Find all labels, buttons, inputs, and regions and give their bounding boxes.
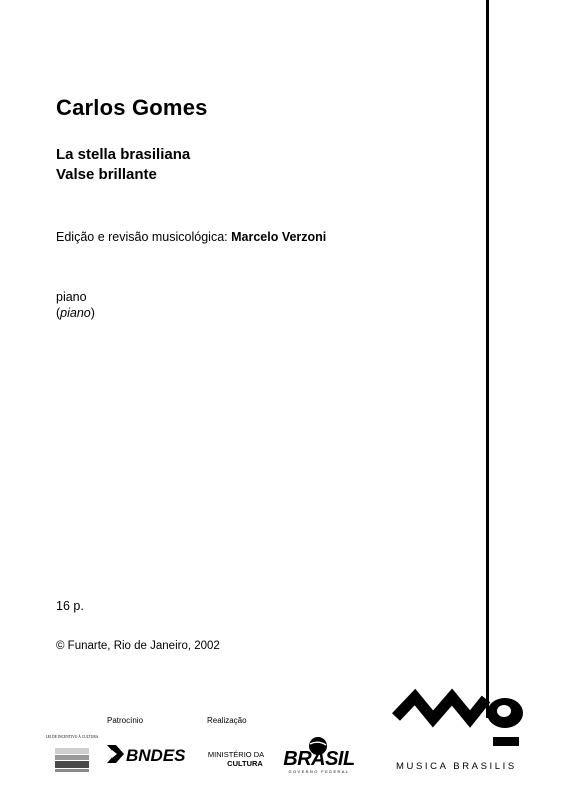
musica-brasilis-wordmark: MUSICA BRASILIS xyxy=(396,761,517,772)
musica-brasilis-logo xyxy=(394,683,526,749)
svg-text:LEI DE INCENTIVO À CULTURA: LEI DE INCENTIVO À CULTURA xyxy=(45,735,99,739)
vertical-rule xyxy=(486,0,489,718)
svg-text:BNDES: BNDES xyxy=(126,746,186,765)
editor-name: Marcelo Verzoni xyxy=(231,230,327,244)
svg-text:BRASIL: BRASIL xyxy=(283,748,355,770)
svg-text:MINISTÉRIO DA: MINISTÉRIO DA xyxy=(207,750,265,759)
instrumentation-line: piano xyxy=(56,290,87,304)
svg-text:CULTURA: CULTURA xyxy=(227,759,263,768)
lei-incentivo-logo xyxy=(45,730,99,774)
instrumentation-original: (piano) xyxy=(56,306,95,320)
instrumentation xyxy=(56,289,95,321)
edition-label: Edição e revisão musicológica: xyxy=(56,230,228,244)
composer-name: Carlos Gomes xyxy=(56,95,208,120)
ministerio-cultura-logo xyxy=(205,748,267,770)
edition-credit xyxy=(56,230,326,244)
copyright-notice: © Funarte, Rio de Janeiro, 2002 xyxy=(56,640,220,652)
page-count: 16 p. xyxy=(56,599,84,613)
work-title: La stella brasiliana xyxy=(56,146,191,163)
sponsor-label: Patrocínio xyxy=(107,716,144,725)
brasil-governo-federal-logo xyxy=(276,735,362,775)
realization-label: Realização xyxy=(207,716,247,725)
svg-text:GOVERNO FEDERAL: GOVERNO FEDERAL xyxy=(288,769,350,774)
work-subtitle: Valse brillante xyxy=(56,166,157,183)
bndes-logo xyxy=(106,742,196,766)
